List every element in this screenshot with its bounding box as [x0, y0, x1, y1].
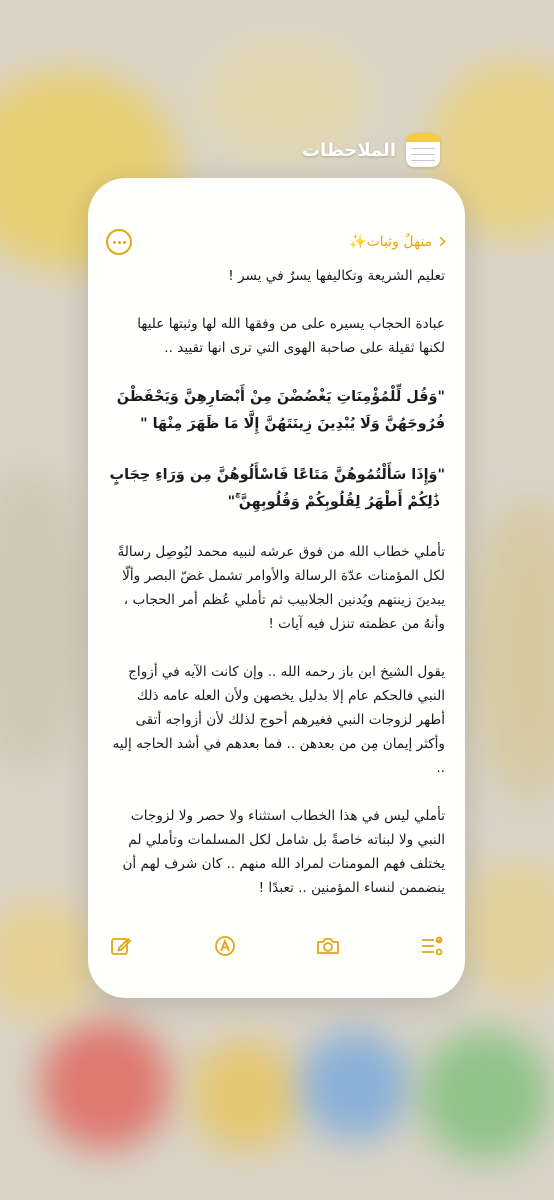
navigation-bar — [106, 228, 447, 256]
quran-verse: "وَقُل لِّلْمُؤْمِنَاتِ يَغْضُضْنَ مِنْ أَبْصَارِهِنَّ وَيَحْفَظْنَ فُرُوجَهُنَّ وَلَا يُبْدِينَ زِينَتَهُنَّ إِلَّا مَا ظَهَرَ مِنْهَا " — [116, 389, 445, 432]
note-paragraph: تأملي خطاب الله من فوق عرشه لنبيه محمد ليُوصِل رسالةً لكل المؤمنات عدّة الرسالة والأوامر تشمل غضّ البصر وألّا يبدينَ زينتهم ويُدنين الجلابيب ثم تأملي عُظم أمر الحجاب ، وأنهُ من عظمته تنزل فيه آيات ! — [117, 544, 445, 632]
app-switcher-header — [300, 130, 440, 170]
back-button[interactable] — [349, 231, 447, 253]
wallpaper-blob — [470, 500, 554, 800]
back-label: منهلٌ وثبات✨ — [349, 234, 433, 250]
note-paragraph: يقول الشيخ ابن باز رحمه الله .. وإن كانت الآيه في أزواج النبي فالحكم عام إلا بدليل يخصهن ولأن العله عامه ذلك أطهر لزوجات النبي فغيرهم أحوج لذلك لأن أزواجه أتقى وأكثر إيمان مِن من بعدهن .. فما بعدهم في أشد الحاجه إليه .. — [112, 664, 445, 776]
notes-app-icon — [406, 133, 440, 167]
wallpaper-blob — [300, 1030, 410, 1140]
markup-pen-icon[interactable] — [212, 933, 238, 959]
quran-verse: "وَإِذَا سَأَلْتُمُوهُنَّ مَتَاعًا فَاسْأَلُوهُنَّ مِن وَرَاءِ حِجَابٍ ۚ ذَٰلِكُمْ أَطْهَرُ لِقُلُوبِكُمْ وَقُلُوبِهِنَّ ۚ" — [109, 467, 445, 510]
checklist-icon[interactable] — [419, 933, 445, 959]
wallpaper-blob — [40, 1020, 170, 1150]
wallpaper-blob — [0, 470, 90, 770]
bottom-toolbar — [108, 932, 445, 960]
chevron-left-icon: ‹ — [438, 229, 447, 254]
note-paragraph: عبادة الحجاب يسيره على من وفقها الله لها وثبتها عليها لكنها ثقيلة على صاحبة الهوى التي ترى انها تقييد .. — [137, 316, 445, 356]
camera-icon[interactable] — [315, 933, 341, 959]
note-paragraph: تعليم الشريعة وتكاليفها يسرٌ في يسر ! — [228, 268, 445, 284]
more-options-icon[interactable] — [106, 229, 132, 255]
note-paragraph: تأملي ليس في هذا الخطاب استثناء ولا حصر ولا لزوجات النبي ولا لبناته خاصةً بل شامل لكل المسلمات وتأملي لم يختلف فهم المومنات لمراد الله منهم .. كان شرف لهم أن ينضممن لنساء المؤمنين .. تعبدًا ! — [122, 808, 445, 896]
wallpaper-blob — [190, 1040, 300, 1150]
app-card[interactable] — [88, 178, 465, 998]
compose-icon[interactable] — [108, 933, 134, 959]
note-body[interactable] — [108, 264, 445, 928]
wallpaper-blob — [420, 1030, 550, 1160]
wallpaper-blob — [460, 860, 554, 1000]
wallpaper-blob — [0, 900, 100, 1020]
app-title: الملاحظات — [301, 139, 396, 161]
